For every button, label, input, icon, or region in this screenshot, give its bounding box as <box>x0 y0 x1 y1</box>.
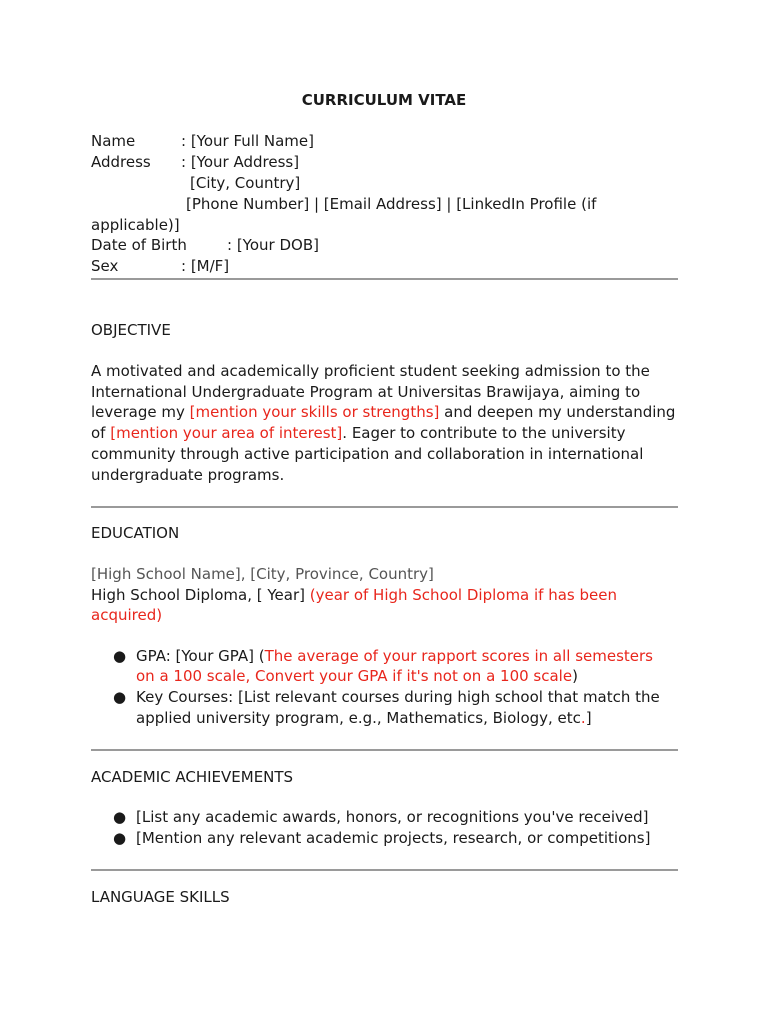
gpa-note: The average of your rapport scores in all semesters <box>264 647 653 665</box>
achievements-heading: ACADEMIC ACHIEVEMENTS <box>91 768 294 786</box>
gpa-text: ) <box>572 667 578 685</box>
gpa-line-continued <box>136 666 578 687</box>
divider <box>91 869 678 871</box>
bullet-icon: ● <box>113 688 127 706</box>
address-value: : [Your Address] <box>181 153 300 171</box>
gpa-text: GPA: [Your GPA] ( <box>136 647 265 665</box>
objective-text-line: undergraduate programs. <box>91 466 285 484</box>
divider <box>91 749 678 751</box>
objective-text-line: International Undergraduate Program at Universitas Brawijaya, aiming to <box>91 383 641 401</box>
name-label: Name <box>91 132 136 150</box>
sex-label: Sex <box>91 257 119 275</box>
skills-placeholder: [mention your skills or strengths] <box>189 403 440 421</box>
divider <box>91 278 678 280</box>
gpa-line <box>136 646 653 667</box>
address-city: [City, Country] <box>190 174 301 192</box>
dob-label: Date of Birth <box>91 236 187 254</box>
achievement-item: [List any academic awards, honors, or recognitions you've received] <box>136 808 649 826</box>
objective-text-line: A motivated and academically proficient student seeking admission to the <box>91 362 650 380</box>
language-heading: LANGUAGE SKILLS <box>91 888 230 906</box>
sex-value: : [M/F] <box>181 257 230 275</box>
bullet-icon: ● <box>113 808 127 826</box>
address-label: Address <box>91 153 151 171</box>
courses-text: applied university program, e.g., Mathematics, Biology, etc <box>136 709 581 727</box>
objective-text-line <box>91 402 675 423</box>
diploma-note: (year of High School Diploma if has been <box>309 586 617 604</box>
bullet-icon: ● <box>113 647 127 665</box>
name-value: : [Your Full Name] <box>181 132 314 150</box>
interest-placeholder: [mention your area of interest] <box>110 424 343 442</box>
objective-text-line <box>91 423 625 444</box>
objective-heading: OBJECTIVE <box>91 321 171 339</box>
document-title: CURRICULUM VITAE <box>301 91 467 109</box>
objective-text: of <box>91 424 111 442</box>
diploma-line <box>91 585 617 606</box>
divider <box>91 506 678 508</box>
bullet-icon: ● <box>113 829 127 847</box>
courses-period: . <box>580 709 586 727</box>
diploma-text: High School Diploma, [ Year] <box>91 586 310 604</box>
objective-text: . Eager to contribute to the university <box>342 424 626 442</box>
objective-text-line: community through active participation and collaboration in international <box>91 445 644 463</box>
courses-line-continued <box>136 708 592 729</box>
school-name: [High School Name], [City, Province, Country] <box>91 565 434 583</box>
dob-value: : [Your DOB] <box>227 236 319 254</box>
objective-text: and deepen my understanding <box>439 403 676 421</box>
courses-text: ] <box>585 709 592 727</box>
courses-line: Key Courses: [List relevant courses during high school that match the <box>136 688 660 706</box>
contact-line-continued: applicable)] <box>91 216 180 234</box>
diploma-note-continued: acquired) <box>91 606 163 624</box>
achievement-item: [Mention any relevant academic projects, research, or competitions] <box>136 829 651 847</box>
education-heading: EDUCATION <box>91 524 180 542</box>
contact-line: [Phone Number] | [Email Address] | [LinkedIn Profile (if <box>186 195 597 213</box>
gpa-note: on a 100 scale, Convert your GPA if it's not on a 100 scale <box>136 667 573 685</box>
objective-text: leverage my <box>91 403 190 421</box>
